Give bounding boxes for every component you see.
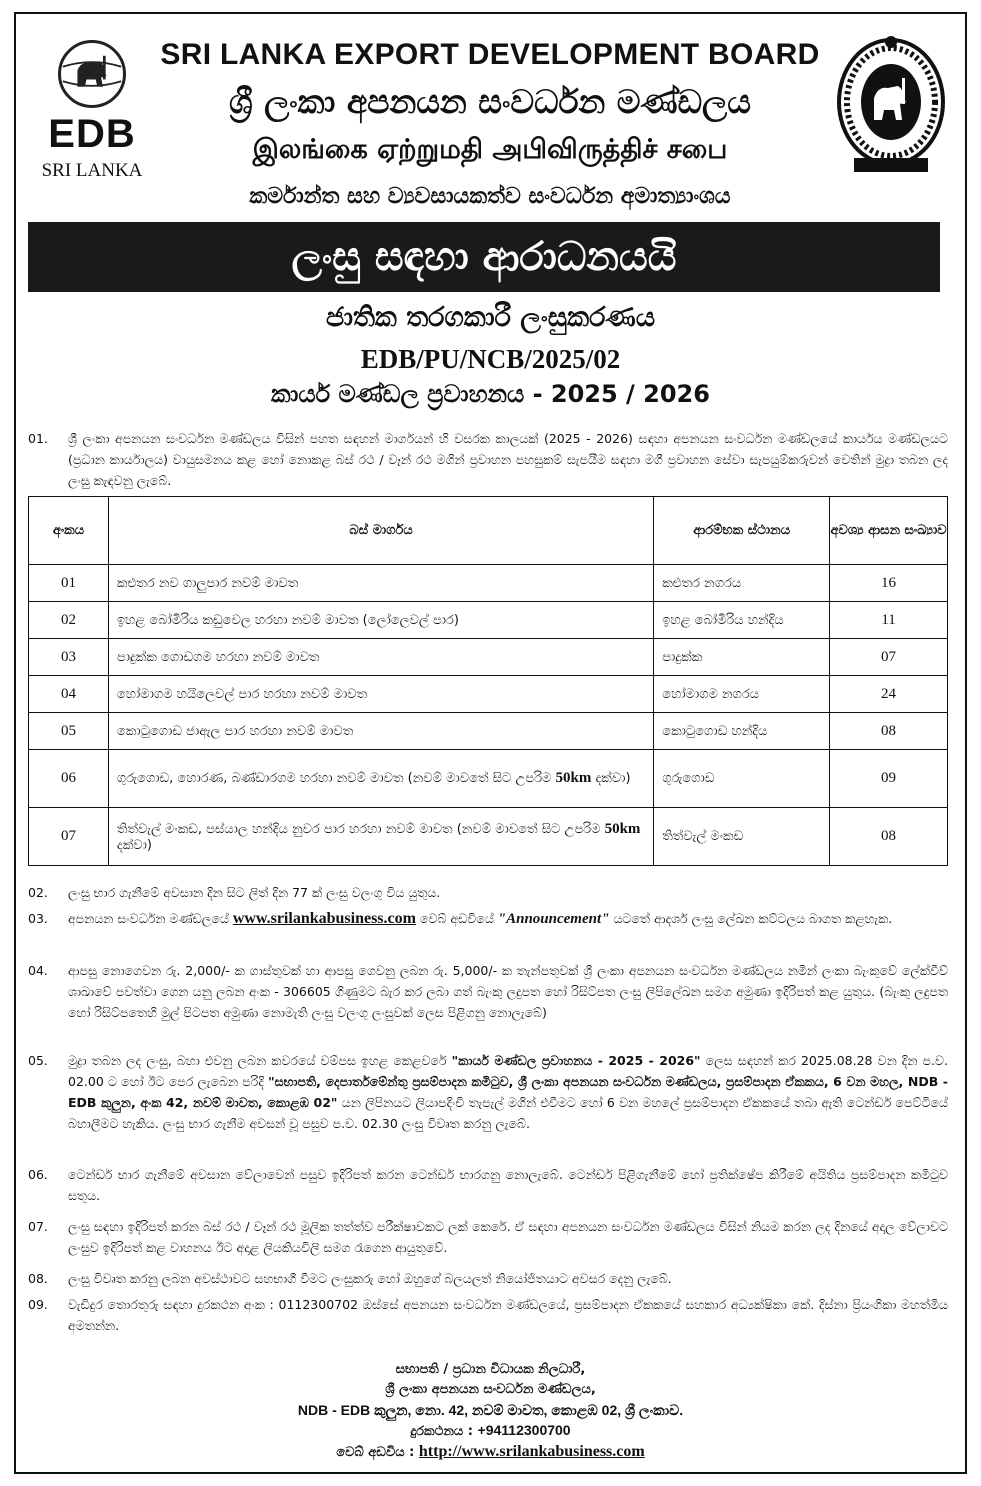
row-seats: 07 xyxy=(830,639,948,676)
row-start: පාදුක්ක xyxy=(654,639,830,676)
lion-emblem-icon xyxy=(58,40,126,108)
col-header-number: අංකය xyxy=(29,497,109,565)
route-text: තිත්වැල් මංකඩ, පස්යාල හන්දිය නුවර පාර හරහා නවම් මාවත (නවම් මාවතේ සිට උපරිම xyxy=(116,821,605,837)
col-header-seats: අවශ්‍ය ආසන සංඛ්‍යාව xyxy=(830,497,948,565)
route-text-end: දක්වා) xyxy=(591,771,631,786)
clause-text-part: වෙබ් අඩවියේ xyxy=(415,911,498,926)
row-number: 01 xyxy=(29,565,109,602)
submission-address: "සභාපති, දෙපාර්තමේන්තු ප්‍රසම්පාදන කමිටුව, ශ්‍රී ලංකා අපනයන සංවර්ධන මණ්ඩලය, ප්‍රසම්පාදන ඒකකය, 6 වන මහල, NDB - EDB කුලුන, අංක 42, නවම් මාවත, කොළඹ 02" xyxy=(68,1074,948,1110)
route-distance: 50km xyxy=(555,770,592,786)
logo-subtext: SRI LANKA xyxy=(41,160,143,181)
footer-signature xyxy=(0,1360,981,1463)
clause-text: ලංසු සඳහා ඉදිරිපත් කරන බස් රථ / වෑන් රථ මූලික තත්ත්ව පරීක්ෂාවකට ලක් කෙරේ. ඒ සඳහා අපනයන සංවර්ධන මණ්ඩලය විසින් නියම කරන ලද දිනයේ අදාල වේලාවට ලංසුව ඉදිරිපත් කළ වාහනය ඊට අදාළ ලියකියවිලි සමග රැගෙන ආයුතුවේ. xyxy=(68,1219,948,1255)
clause-number: 06. xyxy=(28,1167,48,1182)
table-row xyxy=(29,808,948,866)
row-start: ඉහළ බෝමිරිය හන්දිය xyxy=(654,602,830,639)
footer-title: සභාපති / ප්‍රධාන විධායක නිලධාරී, xyxy=(395,1362,586,1377)
phone-number: +94112300700 xyxy=(477,1422,571,1438)
route-distance: 50km xyxy=(604,820,641,837)
row-route: කළුතර නව ගාලුපාර නවම් මාවත xyxy=(108,565,653,602)
routes-table xyxy=(28,496,948,866)
row-number: 06 xyxy=(29,750,109,808)
envelope-label: "කාර්ය මණ්ඩල ප්‍රවාහනය - 2025 - 2026" xyxy=(451,1053,701,1068)
tender-subject: කාර්ය මණ්ඩල ප්‍රවාහනය - 2025 / 2026 xyxy=(271,380,710,408)
clause-text: ආපසු නොගෙවන රු. 2,000/- ක ගාස්තුවක් හා ආපසු ගෙවනු ලබන රු. 5,000/- ක තැන්පතුවක් ශ්‍රී ලංකා අපනයන සංවර්ධන මණ්ඩලය නමින් ලංකා බැංකුවේ ලේක්වීව් ශාඛාවේ පවත්වා ගෙන යනු ලබන අංක - 306605 ගිණුමට බැර කර ලබා ගත් බැංකු ලදුපත හෝ රිසිට්පත ලංසු ලිපිලේඛන සමග අමුණා ඉදිරිපත් කළ යුතුය. (බැංකු ලදුපත හෝ රිසිට්පතෙහි මුල් පිටපත අමුණා නොමැති ලංසු වලංගු ලංසුවක් ලෙස පිළිගනු නොලැබේ) xyxy=(68,963,948,1020)
table-row xyxy=(29,676,948,713)
clause-text-part: ලෙස සඳහන් කර 2025.08.28 වන දින ප.ව. 02.00 ට හෝ ඊට පෙර ලැබෙන පරිදි xyxy=(68,1053,948,1089)
table-header-row xyxy=(29,497,948,565)
reference-number: EDB/PU/NCB/2025/02 xyxy=(360,344,621,374)
clause-text-part: යන ලිපිනයට ලියාපදිංචි තැපැල් මගින් එවීමට හෝ 6 වන මහලේ ප්‍රසම්පාදන ඒකකයේ තබා ඇති ටෙන්ඩර් පෙට්ටියේ බහාලීමට හැකිය. ලංසු භාර ගැනීම අවසන් වූ පසුව ප.ව. 02.30 ලංසු විවෘත කරනු ලැබේ. xyxy=(68,1095,948,1131)
row-seats: 08 xyxy=(830,808,948,866)
row-route xyxy=(108,750,653,808)
row-number: 02 xyxy=(29,602,109,639)
row-number: 07 xyxy=(29,808,109,866)
clause-number: 02. xyxy=(28,885,48,900)
footer-phone xyxy=(0,1420,981,1442)
row-route: කොටුගොඩ ජාඇල පාර හරහා නවම් මාවත xyxy=(108,713,653,750)
clause-number: 08. xyxy=(28,1271,48,1286)
website-link[interactable]: www.srilankabusiness.com xyxy=(232,910,416,927)
table-row xyxy=(29,750,948,808)
footer-website xyxy=(0,1442,981,1463)
ministry-name: කර්මාන්ත සහ ව්‍යවසායකත්ව සංවර්ධන අමාත්‍යාංශය xyxy=(249,184,731,209)
col-header-start: ආරම්භක ස්ථානය xyxy=(654,497,830,565)
clause-09 xyxy=(28,1294,948,1336)
title-sinhala: ශ්‍රී ලංකා අපනයන සංවර්ධන මණ්ඩලය xyxy=(229,82,751,121)
website-label: වෙබ් අඩවිය : xyxy=(336,1445,419,1460)
clause-04 xyxy=(28,960,948,1023)
row-start: කොටුගොඩ හන්දිය xyxy=(654,713,830,750)
title-tamil: இலங்கை ஏற்றுமதி அபிவிருத்திச் சபை xyxy=(252,134,728,165)
row-start: ගුරුගොඩ xyxy=(654,750,830,808)
clause-text: ටෙන්ඩර් භාර ගැනීමේ අවසාන වේලාවෙන් පසුව ඉදිරිපත් කරන ටෙන්ඩර් භාරගනු නොලැබේ. ටෙන්ඩර් පිළිගැනීමේ හෝ ප්‍රතික්ෂේප කිරීමේ අයිතිය ප්‍රසම්පාදන කමිටුව සතුය. xyxy=(68,1167,948,1203)
clause-07 xyxy=(28,1216,948,1258)
bidding-type: ජාතික තරගකාරී ලංසුකරණය xyxy=(325,302,656,333)
title-english: SRI LANKA EXPORT DEVELOPMENT BOARD xyxy=(160,38,820,71)
row-seats: 09 xyxy=(830,750,948,808)
row-seats: 24 xyxy=(830,676,948,713)
clause-01 xyxy=(28,428,948,491)
clause-number: 03. xyxy=(28,911,48,926)
logo-text: EDB xyxy=(48,112,136,156)
row-start: කළුතර නගරය xyxy=(654,565,830,602)
row-route: හෝමාගම හයිලෙවල් පාර හරහා නවම් මාවත xyxy=(108,676,653,713)
clause-number: 07. xyxy=(28,1219,48,1234)
clause-text-part: අපනයන සංවර්ධන මණ්ඩලයේ xyxy=(68,911,233,926)
clause-number: 09. xyxy=(28,1297,48,1312)
clause-06 xyxy=(28,1164,948,1206)
clause-text: ශ්‍රී ලංකා අපනයන සංවර්ධන මණ්ඩලය විසින් පහත සඳහන් මාර්ගයන් හි වසරක කාලයක් (2025 - 2026) සඳහා අපනයන සංවර්ධන මණ්ඩලයේ කාර්යය මණ්ඩලයට (ප්‍රධාන කාර්යාලය) වායුසමනය කළ හෝ නොකළ බස් රථ / වෑන් රථ මගින් ප්‍රවාහන පහසුකම් සැපයීම සඳහා මගී ප්‍රවාහන සේවා සැපයුම්කරුවන් වෙතින් මුද්‍රා තබන ලද ලංසු කැඳවනු ලැබේ. xyxy=(68,431,948,488)
clause-text-part: යටතේ ආදර්ශ ලංසු ලේඛන කට්ටලය බාගත කළහැක. xyxy=(609,911,893,926)
clause-05 xyxy=(28,1050,948,1134)
footer-address: NDB - EDB කුලුන, නො. 42, නවම් මාවත, කොළඹ 02, ශ්‍රී ලංකාව. xyxy=(297,1402,684,1418)
edb-logo xyxy=(40,40,144,182)
clause-text-part: මුද්‍රා තබන ලද ලංසු, බහා එවනු ලබන කවරයේ වම්පස ඉහළ කෙළවරේ xyxy=(68,1053,452,1068)
clause-number: 01. xyxy=(28,431,48,446)
announcement-label: "Announcement" xyxy=(497,911,610,927)
row-route: ඉහළ බෝමිරිය කඩුවෙල හරහා නවම් මාවත (ලෝලෙවල් පාර) xyxy=(108,602,653,639)
clause-text: ලංසු භාර ගැනීමේ අවසාන දින සිට ලිත් දින 77 ක් ලංසු වලංගු විය යුතුය. xyxy=(68,885,441,900)
clause-03 xyxy=(28,908,948,930)
row-number: 05 xyxy=(29,713,109,750)
row-route: පාදුක්ක ගොඩගම හරහා නවම් මාවත xyxy=(108,639,653,676)
clause-text xyxy=(68,1050,948,1134)
route-text-end: දක්වා) xyxy=(116,837,152,853)
col-header-route: බස් මාර්ගය xyxy=(108,497,653,565)
row-start: තිත්වැල් මංකඩ xyxy=(654,808,830,866)
row-seats: 16 xyxy=(830,565,948,602)
clause-number: 05. xyxy=(28,1053,48,1068)
table-row xyxy=(29,565,948,602)
row-number: 04 xyxy=(29,676,109,713)
row-seats: 08 xyxy=(830,713,948,750)
table-row xyxy=(29,639,948,676)
clause-text xyxy=(68,908,948,930)
table-row xyxy=(29,713,948,750)
clause-08 xyxy=(28,1268,948,1289)
website-link[interactable]: http://www.srilankabusiness.com xyxy=(418,1443,645,1460)
national-emblem-icon xyxy=(832,32,950,182)
row-number: 03 xyxy=(29,639,109,676)
clause-text: ලංසු විවෘත කරනු ලබන අවස්ථාවට සහභාගී වීමට ලංසුකරු හෝ ඔහුගේ බලයලත් නියෝජිතයාට අවසර දෙනු ලැබේ. xyxy=(68,1271,672,1286)
clause-number: 04. xyxy=(28,963,48,978)
invitation-banner: ලංසු සඳහා ආරාධනයයි xyxy=(28,222,940,292)
footer-organization: ශ්‍රී ලංකා අපනයන සංවර්ධන මණ්ඩලය, xyxy=(385,1382,596,1397)
row-seats: 11 xyxy=(830,602,948,639)
table-row xyxy=(29,602,948,639)
row-route xyxy=(108,808,653,866)
row-start: හෝමාගම නගරය xyxy=(654,676,830,713)
clause-02 xyxy=(28,882,948,903)
route-text: ගුරුගොඩ, හොරණ, බණ්ඩාරගම හරහා නවම් මාවත (නවම් මාවතේ සිට උපරිම xyxy=(116,771,556,786)
clause-text: වැඩිදුර තොරතුරු සඳහා දුරකථන අංක : 0112300702 ඔස්සේ අපනයන සංවර්ධන මණ්ඩලයේ, ප්‍රසම්පාදන ඒකකයේ සහකාර අධ්‍යක්ෂිකා කේ. දිස්නා ප්‍රියංගිකා මහත්මිය අමතන්න. xyxy=(68,1297,948,1333)
phone-label: දුරකථනය : xyxy=(410,1424,478,1439)
